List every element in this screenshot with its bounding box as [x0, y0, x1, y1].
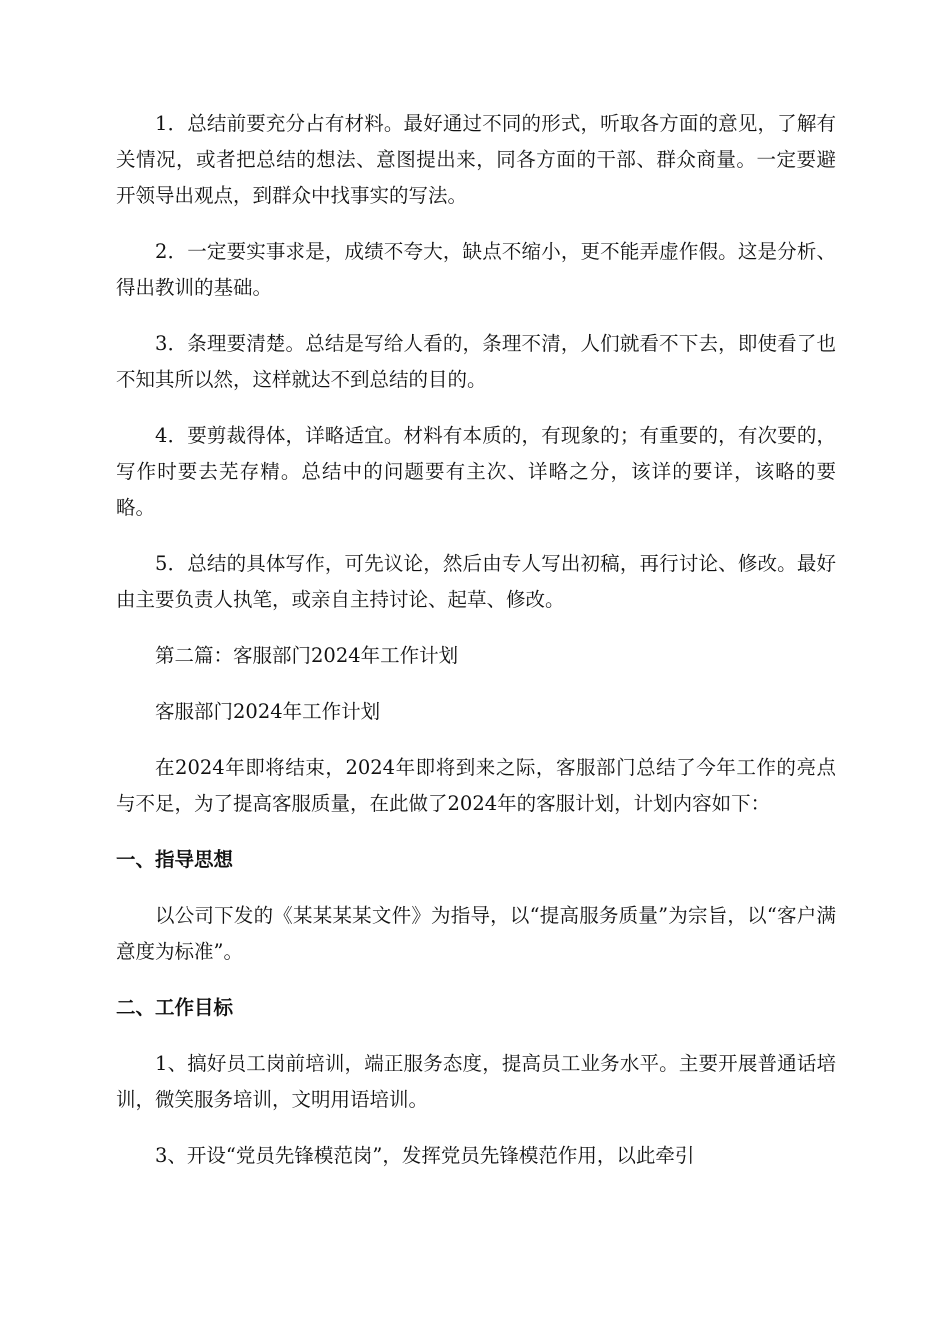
document-body [116, 106, 836, 1194]
heading-work-goals: 二、工作目标 [116, 996, 234, 1019]
paragraph-goal-3: 3、开设“党员先锋模范岗”，发挥党员先锋模范作用，以此牵引 [155, 1144, 695, 1167]
document-title: 客服部门2024年工作计划 [155, 700, 381, 723]
paragraph-summary-tip-2: 2．一定要实事求是，成绩不夸大，缺点不缩小，更不能弄虚作假。这是分析、得出教训的基础。 [116, 240, 836, 299]
paragraph-goal-1: 1、搞好员工岗前培训，端正服务态度，提高员工业务水平。主要开展普通话培训，微笑服务培训，文明用语培训。 [116, 1052, 836, 1111]
paragraph-summary-tip-1: 1．总结前要充分占有材料。最好通过不同的形式，听取各方面的意见，了解有关情况，或者把总结的想法、意图提出来，同各方面的干部、群众商量。一定要避开领导出观点，到群众中找事实的写法。 [116, 112, 836, 207]
paragraph-intro: 在2024年即将结束，2024年即将到来之际，客服部门总结了今年工作的亮点与不足，为了提高客服质量，在此做了2024年的客服计划，计划内容如下： [116, 756, 836, 815]
heading-guiding-ideology: 一、指导思想 [116, 848, 234, 871]
paragraph-guiding-ideology: 以公司下发的《某某某某文件》为指导，以“提高服务质量”为宗旨，以“客户满意度为标准”。 [116, 904, 836, 963]
paragraph-summary-tip-5: 5．总结的具体写作，可先议论，然后由专人写出初稿，再行讨论、修改。最好由主要负责人执笔，或亲自主持讨论、起草、修改。 [116, 552, 836, 611]
paragraph-summary-tip-4: 4．要剪裁得体，详略适宜。材料有本质的，有现象的；有重要的，有次要的，写作时要去芜存精。总结中的问题要有主次、详略之分，该详的要详，该略的要略。 [116, 424, 836, 519]
section-title: 第二篇：客服部门2024年工作计划 [155, 644, 459, 667]
paragraph-summary-tip-3: 3．条理要清楚。总结是写给人看的，条理不清，人们就看不下去，即使看了也不知其所以然，这样就达不到总结的目的。 [116, 332, 836, 391]
